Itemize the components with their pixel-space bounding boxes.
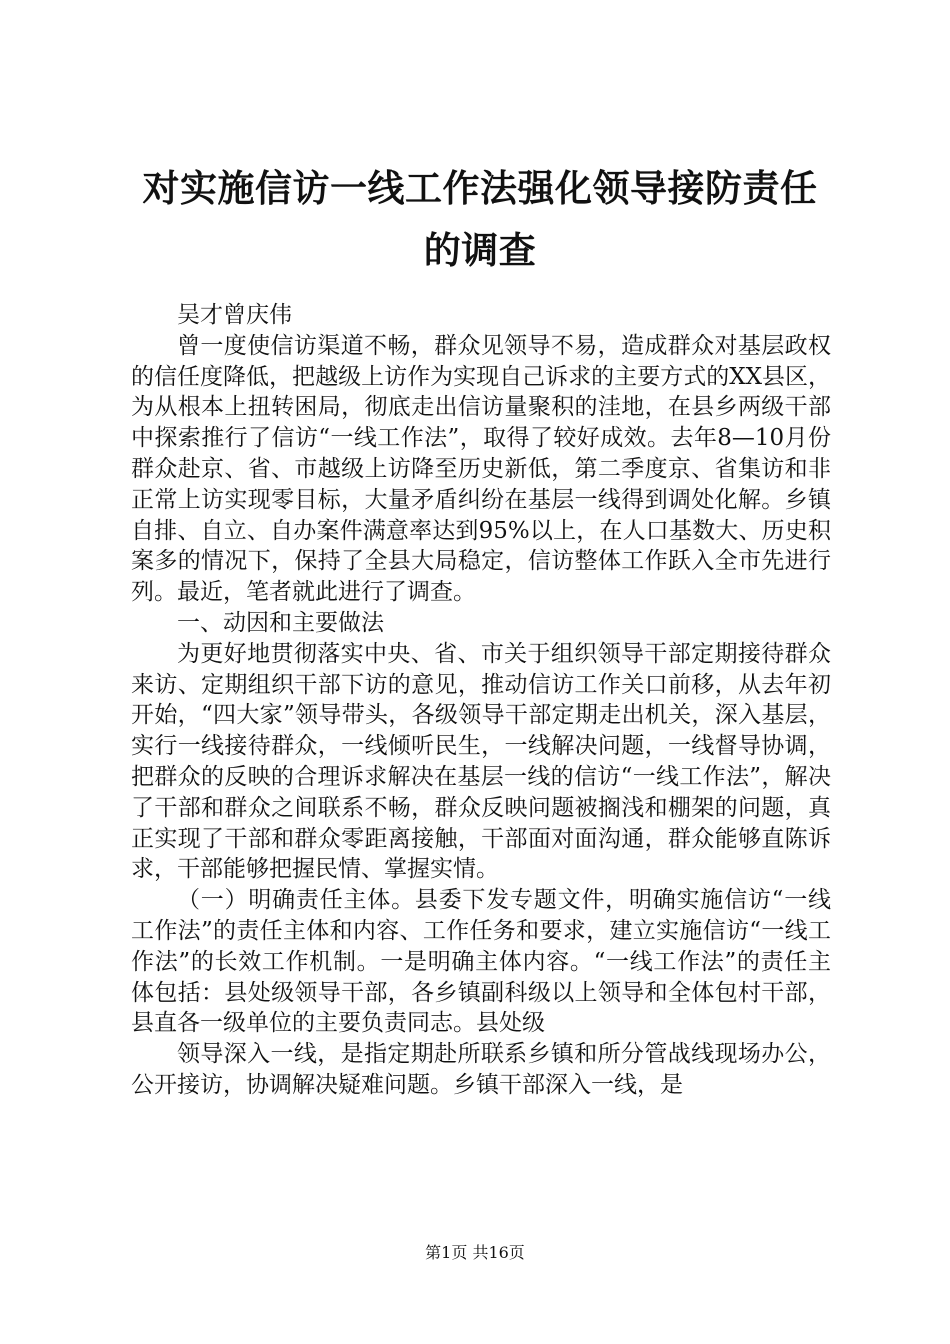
page-footer: 第1页 共16页 xyxy=(425,1243,525,1262)
document-title: 对实施信访一线工作法强化领导接防责任的调查 xyxy=(142,167,818,272)
paragraph-motivation: 为更好地贯彻落实中央、省、市关于组织领导干部定期接待群众来访、定期组织干部下访的意见，推动信访工作关口前移，从去年初开始，“四大家”领导带头，各级领导干部定期走出机关，深入基层，实行一线接待群众，一线倾听民生，一线解决问题，一线督导协调，把群众的反映的合理诉求解决在基层一线的信访“一线工作法”，解决了干部和群众之间联系不畅，群众反映问题被搁浅和棚架的问题，真正实现了干部和群众零距离接触，干部面对面沟通，群众能够直陈诉求，干部能够把握民情、掌握实情。 xyxy=(131,640,831,883)
paragraph-continuation: 领导深入一线，是指定期赴所联系乡镇和所分管战线现场办公，公开接访，协调解决疑难问题。乡镇干部深入一线，是 xyxy=(131,1041,831,1098)
section-heading: 一、动因和主要做法 xyxy=(177,609,384,636)
document-body xyxy=(131,300,831,1101)
author-line: 吴才曾庆伟 xyxy=(177,302,292,328)
paragraph-intro: 曾一度使信访渠道不畅，群众见领导不易，造成群众对基层政权的信任度降低，把越级上访作为实现自己诉求的主要方式的XX县区，为从根本上扭转困局，彻底走出信访量聚积的洼地，在县乡两级干部中探索推行了信访“一线工作法”，取得了较好成效。去年8—10月份群众赴京、省、市越级上访降至历史新低，第二季度京、省集访和非正常上访实现零目标，大量矛盾纠纷在基层一线得到调处化解。乡镇自排、自立、自办案件满意率达到95%以上，在人口基数大、历史积案多的情况下，保持了全县大局稳定，信访整体工作跃入全市先进行列。最近，笔者就此进行了调查。 xyxy=(131,332,831,606)
paragraph-responsibility: （一）明确责任主体。县委下发专题文件，明确实施信访“一线工作法”的责任主体和内容、工作任务和要求，建立实施信访“一线工作法”的长效工作机制。一是明确主体内容。“一线工作法”的责任主体包括：县处级领导干部，各乡镇副科级以上领导和全体包村干部，县直各一级单位的主要负责同志。县处级 xyxy=(131,887,831,1037)
